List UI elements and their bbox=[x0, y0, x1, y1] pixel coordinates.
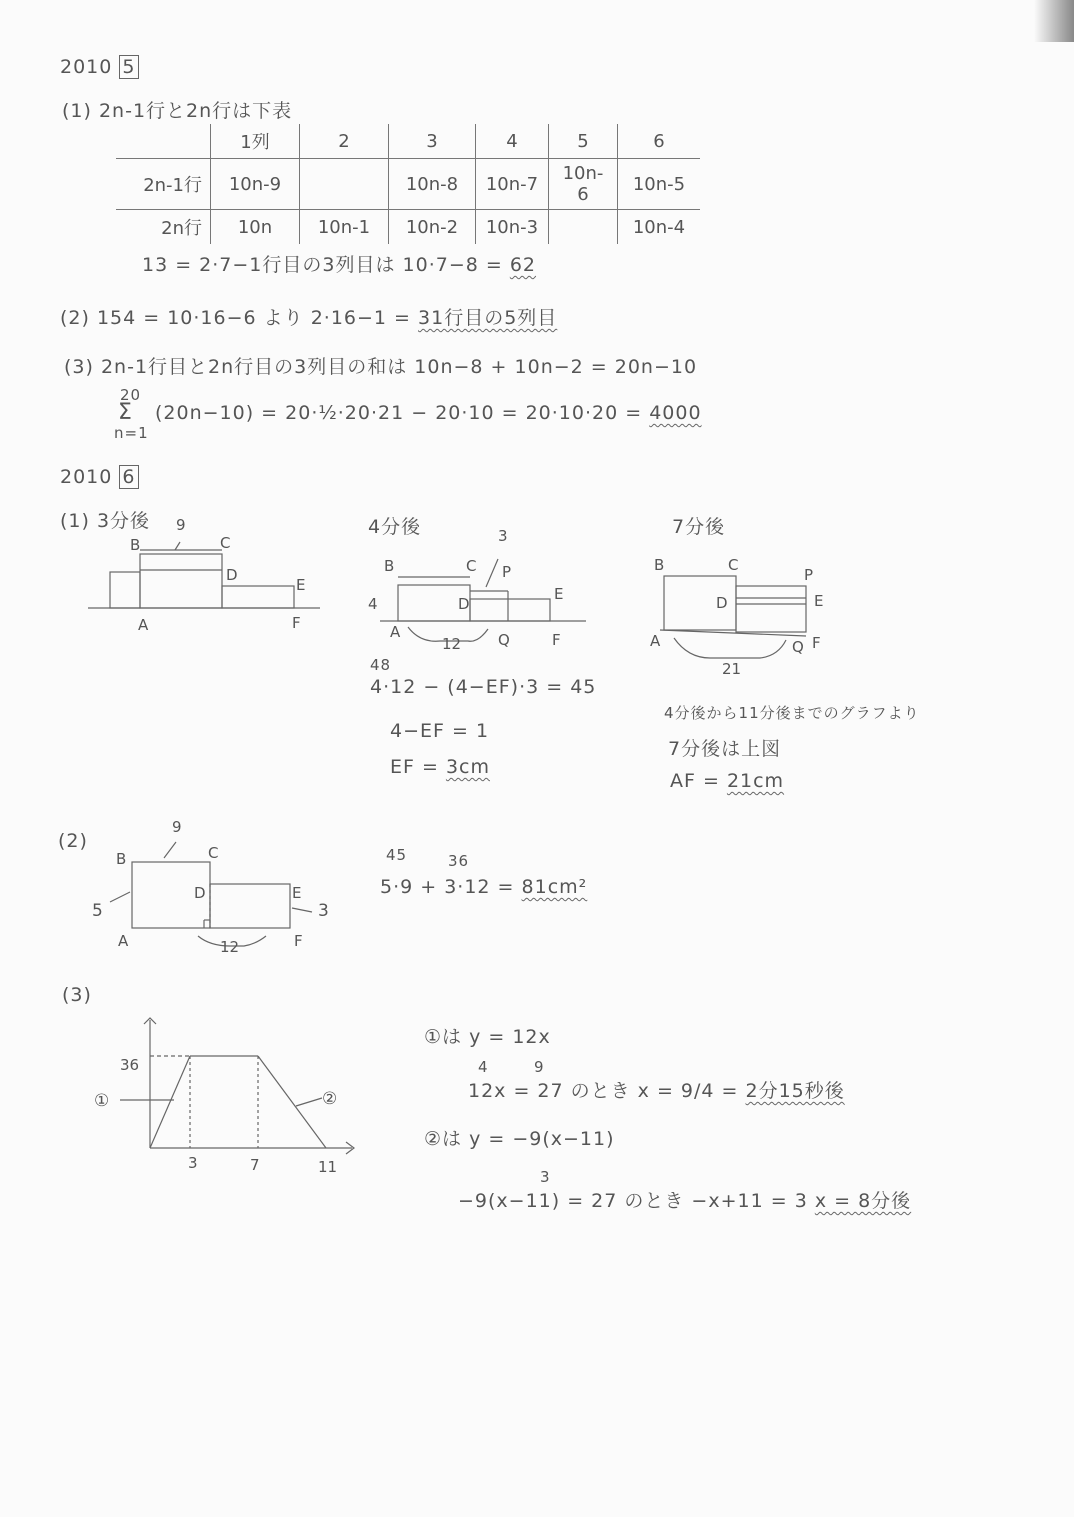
fig4-left: 4 bbox=[368, 595, 378, 613]
fig4-eq2: 4−EF = 1 bbox=[390, 720, 490, 742]
graph-x3: 3 bbox=[188, 1154, 198, 1172]
p3-small3: 3 bbox=[540, 1168, 551, 1186]
table-cell: 10n-2 bbox=[389, 210, 476, 245]
fig4-label-b: B bbox=[384, 557, 395, 575]
s5-p1-text: 13 = 2·7−1行目の3列目は 10·7−8 = bbox=[142, 254, 510, 276]
fig7-bottom: 21 bbox=[722, 660, 742, 678]
table-col-header: 4 bbox=[476, 124, 549, 159]
fig7-label-b: B bbox=[654, 556, 665, 574]
s5-p1-line bbox=[142, 250, 536, 277]
table-cell: 10n-3 bbox=[476, 210, 549, 245]
sigma-symbol: Σ bbox=[118, 400, 133, 425]
table-cell: 10n-7 bbox=[476, 159, 549, 210]
section6-header bbox=[60, 466, 139, 488]
p2-answer: 81cm² bbox=[521, 876, 588, 898]
p3-small2: 9 bbox=[534, 1058, 545, 1076]
section6-year: 2010 bbox=[60, 466, 113, 488]
fig7-eq-text: AF = bbox=[670, 770, 727, 792]
fig-3min bbox=[80, 510, 340, 640]
s6-p2-label: (2) bbox=[58, 830, 88, 852]
fig2-left: 5 bbox=[92, 901, 103, 921]
table-row bbox=[116, 210, 700, 245]
p2-small2: 36 bbox=[448, 852, 470, 870]
s5-p3-text: (20n−10) = 20·½·20·21 − 20·10 = 20·10·20 = bbox=[155, 402, 650, 424]
fig2-bottom: 12 bbox=[220, 938, 240, 956]
s5-p3-line2 bbox=[155, 402, 702, 424]
s5-p1-intro: (1) 2n-1行と2n行は下表 bbox=[62, 100, 293, 122]
fig-graph bbox=[90, 1010, 370, 1190]
fig4-bottom: 12 bbox=[442, 635, 462, 653]
table-cell bbox=[300, 159, 389, 210]
table-cell: 10n bbox=[211, 210, 300, 245]
row-label: 2n行 bbox=[116, 210, 211, 245]
table-cell: 10n-5 bbox=[618, 159, 701, 210]
p3-l1: ①は y = 12x bbox=[424, 1026, 551, 1048]
fig4-label-c: C bbox=[466, 557, 477, 575]
p3-l2 bbox=[468, 1076, 845, 1103]
table-corner bbox=[116, 124, 211, 159]
fig7-label-f: F bbox=[812, 634, 821, 652]
fig2-label-a: A bbox=[118, 932, 129, 950]
graph-y36: 36 bbox=[120, 1056, 140, 1074]
p3-l4 bbox=[458, 1186, 911, 1213]
fig7-label-a: A bbox=[650, 632, 661, 650]
fig2-label-e: E bbox=[292, 884, 302, 902]
fig7-label-c: C bbox=[728, 556, 739, 574]
fig4-eq3 bbox=[390, 756, 490, 778]
table-col-header: 3 bbox=[389, 124, 476, 159]
fig7-label-q: Q bbox=[792, 638, 804, 656]
fig-p2 bbox=[80, 812, 360, 962]
fig7-answer: 21cm bbox=[726, 770, 785, 792]
table-cell: 10n-6 bbox=[549, 159, 618, 210]
table-header-row bbox=[116, 124, 700, 159]
fig2-right: 3 bbox=[318, 901, 329, 921]
p3-small1: 4 bbox=[478, 1058, 489, 1076]
fig7-label-e: E bbox=[814, 592, 824, 610]
fig7-note2: 7分後は上図 bbox=[668, 738, 782, 760]
fig2-label-b: B bbox=[116, 850, 127, 868]
fig4-label-f: F bbox=[552, 631, 561, 649]
fig4-title: 4分後 bbox=[368, 516, 422, 538]
fig3-top-len: 9 bbox=[176, 516, 186, 534]
table-col-header: 1列 bbox=[211, 124, 300, 159]
fig4-label-q: Q bbox=[498, 631, 510, 649]
p3-l3: ②は y = −9(x−11) bbox=[424, 1128, 615, 1150]
row-label: 2n-1行 bbox=[116, 159, 211, 210]
fig3-label-c: C bbox=[220, 534, 231, 552]
fig-4min bbox=[360, 525, 600, 655]
fig4-label-p: P bbox=[502, 563, 512, 581]
graph-x11: 11 bbox=[318, 1158, 338, 1176]
fig2-label-c: C bbox=[208, 844, 219, 862]
fig3-label-b: B bbox=[130, 536, 141, 554]
p3-l2-text: 12x = 27 のとき x = 9/4 = bbox=[468, 1080, 746, 1102]
p3-answer1: 2分15秒後 bbox=[745, 1080, 845, 1102]
table-col-header: 2 bbox=[300, 124, 389, 159]
section6-number: 6 bbox=[119, 465, 138, 489]
fig-7min bbox=[640, 548, 840, 688]
fig3-label-f: F bbox=[292, 614, 301, 632]
fig3-label-e: E bbox=[296, 576, 306, 594]
s6-p1-label: (1) 3分後 bbox=[60, 510, 151, 532]
fig7-label-d: D bbox=[716, 594, 728, 612]
s5-p2-line bbox=[60, 303, 557, 330]
sigma-bottom: n=1 bbox=[114, 424, 149, 442]
fig3-label-d: D bbox=[226, 566, 238, 584]
fig2-top: 9 bbox=[172, 818, 182, 836]
table-col-header: 6 bbox=[618, 124, 701, 159]
s5-p1-answer: 62 bbox=[509, 254, 537, 276]
section5-header bbox=[60, 56, 139, 78]
sigma-top: 20 bbox=[120, 386, 142, 404]
fig4-label-a: A bbox=[390, 623, 401, 641]
table-cell: 10n-1 bbox=[300, 210, 389, 245]
fig4-eq1: 4·12 − (4−EF)·3 = 45 bbox=[370, 676, 597, 698]
graph-circle-1: ① bbox=[94, 1091, 110, 1111]
fig2-label-f: F bbox=[294, 932, 303, 950]
fig4-eq3-text: EF = bbox=[390, 756, 446, 778]
scan-edge-shadow bbox=[1034, 0, 1074, 42]
fig4-label-e: E bbox=[554, 585, 564, 603]
section5-year: 2010 bbox=[60, 56, 113, 78]
table-cell: 10n-9 bbox=[211, 159, 300, 210]
fig2-label-d: D bbox=[194, 884, 206, 902]
fig7-eq bbox=[670, 770, 784, 792]
section5-number: 5 bbox=[119, 55, 138, 79]
table-row bbox=[116, 159, 700, 210]
graph-x7: 7 bbox=[250, 1156, 260, 1174]
p3-l4-text: −9(x−11) = 27 のとき −x+11 = 3 bbox=[458, 1190, 815, 1212]
p2-small1: 45 bbox=[386, 846, 408, 864]
table-cell bbox=[549, 210, 618, 245]
table-cell: 10n-4 bbox=[618, 210, 701, 245]
fig4-small: 48 bbox=[370, 656, 392, 674]
s5-p2-answer: 31行目の5列目 bbox=[418, 307, 558, 329]
graph-circle-2: ② bbox=[322, 1089, 338, 1109]
fig4-answer: 3cm bbox=[445, 756, 490, 778]
fig7-note1: 4分後から11分後までのグラフより bbox=[664, 704, 920, 722]
s5-p3-answer: 4000 bbox=[649, 402, 702, 424]
fig7-title: 7分後 bbox=[672, 516, 726, 538]
fig4-label-d: D bbox=[458, 595, 470, 613]
table-col-header: 5 bbox=[549, 124, 618, 159]
s5-p2-text: (2) 154 = 10·16−6 より 2·16−1 = bbox=[60, 307, 419, 329]
s6-p3-label: (3) bbox=[62, 984, 92, 1006]
fig4-three: 3 bbox=[498, 527, 508, 545]
p2-eq bbox=[380, 876, 587, 898]
fig3-label-a: A bbox=[138, 616, 149, 634]
table-cell: 10n-8 bbox=[389, 159, 476, 210]
fig7-label-p: P bbox=[804, 566, 814, 584]
s5-p3-line1: (3) 2n-1行目と2n行目の3列目の和は 10n−8 + 10n−2 = 20n−10 bbox=[64, 356, 698, 378]
s5-table bbox=[116, 124, 700, 244]
p2-eq-text: 5·9 + 3·12 = bbox=[380, 876, 522, 898]
p3-answer2: x = 8分後 bbox=[814, 1190, 912, 1212]
